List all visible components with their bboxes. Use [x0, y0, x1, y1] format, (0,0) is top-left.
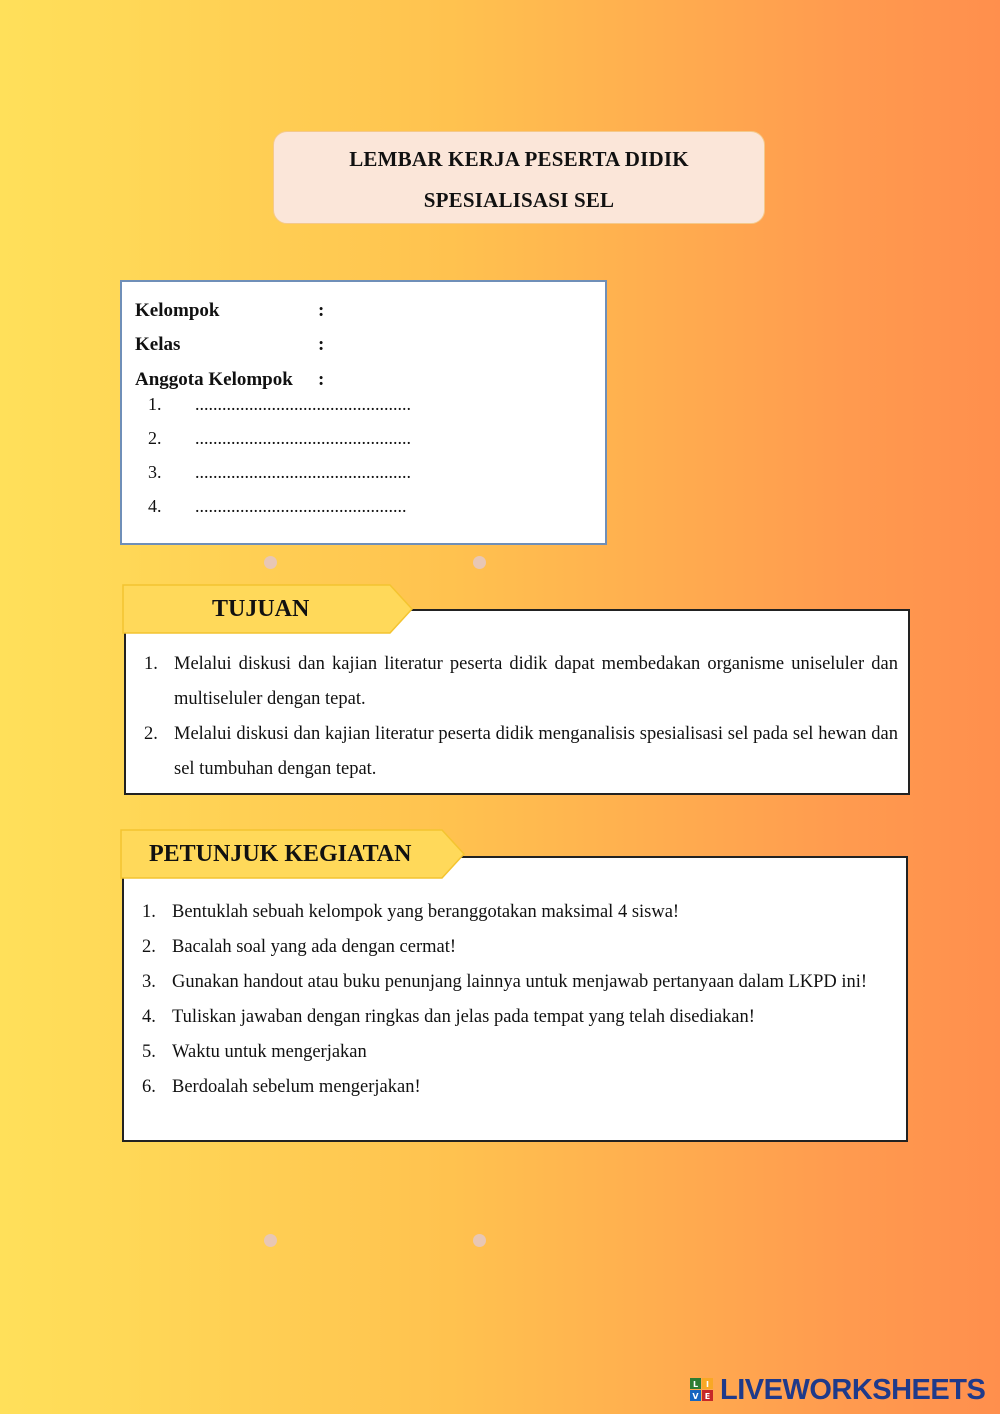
member-item[interactable]: 2. ................................................ — [148, 428, 411, 448]
list-item: 1. Melalui diskusi dan kajian literatur peserta didik dapat membedakan organisme uniseluler dan multiseluler dengan tepat. — [144, 654, 898, 709]
members-row — [135, 369, 324, 391]
member-item[interactable]: 4. ............................................... — [148, 496, 407, 516]
brand-name: LIVEWORKSHEETS — [720, 1373, 986, 1406]
worksheet-subtitle: SPESIALISASI SEL — [423, 188, 615, 212]
tujuan-list — [126, 647, 898, 787]
members-list — [148, 392, 411, 528]
list-item: 5. Waktu untuk mengerjakan — [142, 1042, 367, 1062]
decor-dot — [264, 556, 277, 569]
petunjuk-panel — [122, 856, 908, 1142]
members-colon: : — [318, 369, 325, 390]
list-item: 6. Berdoalah sebelum mengerjakan! — [142, 1077, 421, 1097]
list-item: 4. Tuliskan jawaban dengan ringkas dan jelas pada tempat yang telah disediakan! — [142, 1007, 755, 1027]
svg-text:L: L — [692, 1380, 699, 1389]
liveworksheets-brand[interactable] — [690, 1374, 985, 1406]
list-item: 2. Bacalah soal yang ada dengan cermat! — [142, 937, 457, 957]
member-blank: ................................................ — [195, 394, 411, 414]
tujuan-panel — [124, 609, 910, 795]
identity-box — [120, 280, 607, 545]
member-item[interactable]: 3. ................................................ — [148, 462, 411, 482]
list-item: 1. Bentuklah sebuah kelompok yang beranggotakan maksimal 4 siswa! — [142, 902, 680, 922]
tujuan-heading: TUJUAN — [212, 595, 310, 622]
petunjuk-tab — [120, 829, 466, 879]
svg-text:I: I — [706, 1380, 709, 1389]
member-blank: ................................................ — [195, 462, 411, 482]
worksheet-title: LEMBAR KERJA PESERTA DIDIK — [349, 147, 689, 171]
petunjuk-heading: PETUNJUK KEGIATAN — [149, 840, 412, 867]
member-blank: ................................................ — [195, 428, 411, 448]
group-colon: : — [318, 300, 325, 321]
class-row — [135, 334, 324, 356]
svg-text:E: E — [704, 1392, 711, 1401]
list-item: 2. Melalui diskusi dan kajian literatur peserta didik menganalisis spesialisasi sel pada sel hewan dan sel tumbuhan dengan tepat. — [144, 724, 898, 779]
member-item[interactable]: 1. ................................................ — [148, 394, 411, 414]
petunjuk-list — [124, 895, 896, 1105]
group-row — [135, 300, 324, 322]
class-label: Kelas — [135, 334, 181, 355]
decor-dot — [473, 556, 486, 569]
liveworksheets-logo-icon — [690, 1378, 714, 1402]
list-item: 3. Gunakan handout atau buku penunjang lainnya untuk menjawab pertanyaan dalam LKPD ini! — [142, 972, 868, 992]
member-blank: ............................................... — [195, 496, 407, 516]
svg-text:V: V — [692, 1392, 699, 1401]
decor-dot — [264, 1234, 277, 1247]
tujuan-tab — [122, 584, 414, 634]
decor-dot — [473, 1234, 486, 1247]
title-banner — [273, 131, 765, 224]
class-colon: : — [318, 334, 325, 355]
group-label: Kelompok — [135, 300, 220, 321]
members-label: Anggota Kelompok — [135, 369, 293, 390]
